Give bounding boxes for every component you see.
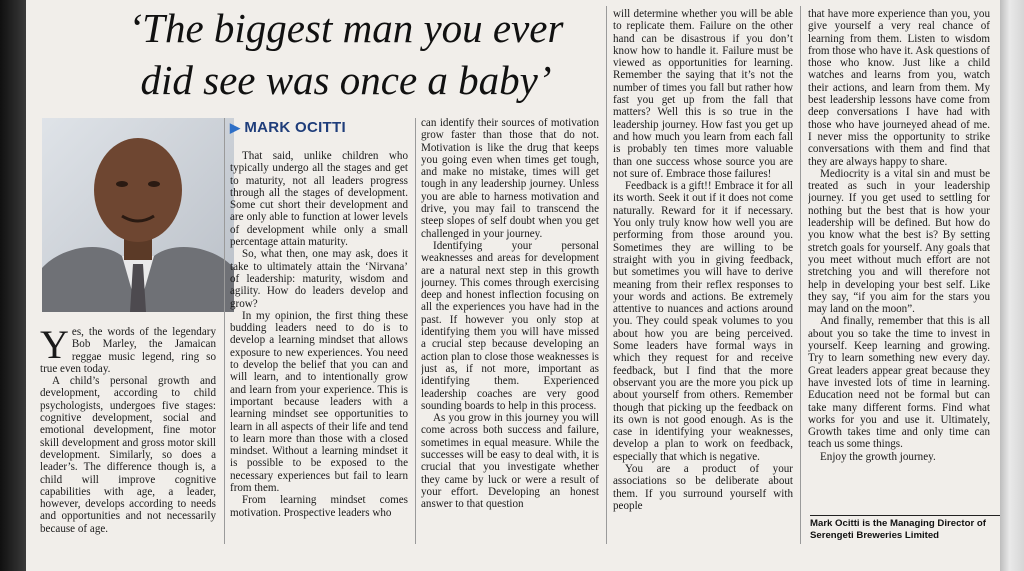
- paragraph: Yes, the words of the legendary Bob Marley, the Jamaican reggae music legend, ring so true even today.: [40, 326, 216, 375]
- paragraph: that have more experience than you, you give yourself a very real chance of learning from them. Listen to wisdom from those who have it. Ask questions of those who know. Just like a child watches and learns from you, watch their actions, and learn from them. My best leadership lessons have come from deep conversations I have had with those who have journeyed ahead of me. I never miss the opportunity to strike conversations with them and find that they are always happy to share.: [808, 8, 990, 168]
- author-portrait-icon: [42, 118, 234, 312]
- author-photo: [42, 118, 234, 312]
- author-bio: Mark Ocitti is the Managing Director of Serengeti Breweries Limited: [810, 515, 1004, 542]
- column-5: [808, 8, 990, 508]
- column-divider: [800, 6, 801, 544]
- newspaper-page: [26, 0, 1004, 571]
- paragraph: A child’s personal growth and development, according to child psychologists, undergoes five stages: cognitive development, social and emotional development, fine motor skill development and gross motor skill development. Similarly, so does a leader’s. The difference though is, a child will improve cognitive capabilities with age, a leader, however, develops according to needs and opportunities and not necessarily because of age.: [40, 375, 216, 535]
- column-2: [230, 150, 408, 542]
- paragraph: Mediocrity is a vital sin and must be treated as such in your leadership journey. If you get used to settling for nothing but the best that is how your leadership will be defined. But how do you know what the best is? By setting stretch goals for yourself. Any goals that you meet without much effort are not stretching you and will therefore not help in developing your best self. Like they say, “if you aim for the stars you may land on the moon”.: [808, 167, 990, 316]
- paragraph: will determine whether you will be able to replicate them. Failure on the other hand can be disastrous if you don’t know how to handle it. Failure must be viewed as opportunities for learning. Remember the saying that it’s not the number of times you fall but rather how fast you get up from the fall that matters? Well this is so true in the leadership journey. How fast you get up and how much you learn from each fall is probably ten times more valuable than one success whose source you are not sure of. Embrace those failures!: [613, 8, 793, 180]
- paragraph: Enjoy the growth journey.: [820, 450, 936, 463]
- paragraph: Feedback is a gift!! Embrace it for all its worth. Seek it out if it does not come naturally. Reward for it if necessary. You only truly know how well you are performing from those around you. Sometimes they are willing to be straight with you in giving feedback, but sometimes you will have to derive meaning from their reflex responses to your words and actions. Be extremely attentive to nuances and actions around you. They could speak volumes to you about how you are being perceived. Some leaders have formal ways in which they request for and receive feedback, but I find that the more observant you are the more you pick up about yourself from others. Remember though that picking up the feedback on its own is not good enough. As is the case in identifying your weaknesses, develop a plan to work on feedback, especially that which is negative.: [613, 180, 793, 463]
- paragraph: Identifying your personal weaknesses and areas for development are a natural next step in this growth journey. This comes through exercising deep and honest inflection focusing on all the experiences you have had in the past. If however you only stop at identifying them you will have missed a crucial step because developing an action plan to close those weaknesses is just as, if not more, important as identifying them. Experienced leadership coaches are very good sounding boards to help in this process.: [421, 239, 599, 412]
- column-1: [40, 326, 216, 542]
- paragraph: That said, unlike children who typically undergo all the stages and get to maturity, not all leaders progress through all the stages of development. Some cut short their development and are only able to function at lower levels of development while only a small percentage attain maturity.: [230, 150, 408, 249]
- paragraph: You are a product of your associations so be deliberate about them. If you surround yourself with people: [613, 462, 793, 512]
- byline: [230, 119, 346, 136]
- paragraph: From learning mindset comes motivation. Prospective leaders who: [230, 494, 408, 519]
- paragraph: So, what then, one may ask, does it take to ultimately attain the ‘Nirvana’ of leadership: maturity, wisdom and agility. How do leaders develop and grow?: [230, 248, 408, 310]
- byline-arrow-icon: ▶: [230, 120, 241, 135]
- page-edge-right: [1000, 0, 1024, 571]
- column-3: [421, 117, 599, 542]
- column-divider: [415, 118, 416, 544]
- drop-cap: Y: [40, 326, 69, 367]
- author-name: MARK OCITTI: [244, 119, 346, 136]
- paragraph: As you grow in this journey you will come across both success and failure, sometimes in equal measure. While the successes will be easy to deal with, it is crucial that you investigate whether they came by luck or were a result of your effort. Developing an honest answer to that question: [421, 412, 599, 511]
- headline: [96, 2, 596, 106]
- column-divider: [224, 118, 225, 544]
- column-4: [613, 8, 793, 542]
- paragraph: In my opinion, the first thing these budding leaders need to do is to develop a learning mindset that allows exposure to new experiences. You need to develop the belief that you can and will learn, and to intentionally grow and learn from your experience. This is important because leaders with a learning mindset see opportunities to learn in all aspects of their life and tend to learn more than those with a closed mindset. Without a learning mindset it is possible to be exposed to the necessary experiences but fail to learn from them.: [230, 309, 408, 495]
- headline-line-2: did see was once a baby’: [140, 57, 552, 103]
- page-edge-left: [0, 0, 26, 571]
- paragraph: And finally, remember that this is all about you so take the time to invest in yourself. Keep learning and growing. Try to learn something new every day. Great leaders appear great because they have invested lots of time in learning. Education need not be formal but can take many different forms. Find what works for you and use it. Ultimately, Growth takes time and only time can teach us some things.: [808, 315, 990, 451]
- column-divider: [606, 6, 607, 544]
- headline-line-1: ‘The biggest man you ever: [128, 5, 564, 51]
- paragraph: can identify their sources of motivation grow faster than those that do not. Motivation is like the drug that keeps you going even when times get tough, and make no mistake, times will get tough in any leadership journey. Unless you are able to harness motivation and drive, you may fail to transcend the steep slopes of self doubt when you get challenged in your journey.: [421, 117, 599, 240]
